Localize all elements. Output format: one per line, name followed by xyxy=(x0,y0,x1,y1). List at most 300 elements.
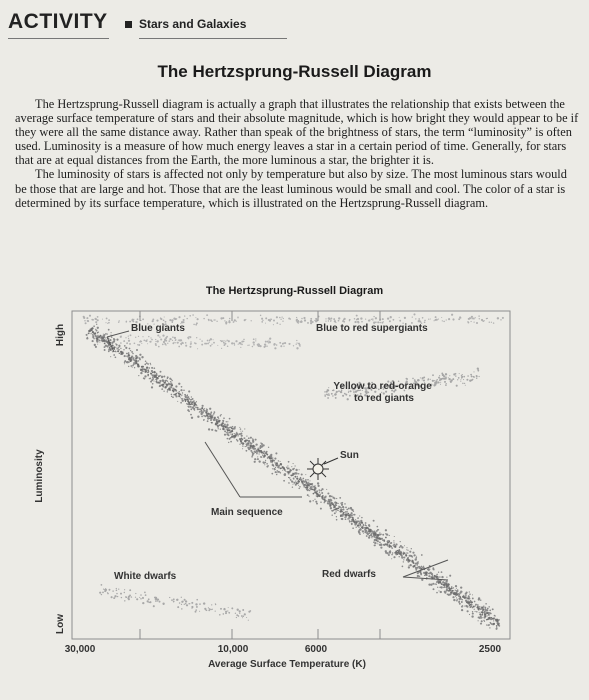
star-dot xyxy=(444,378,446,380)
star-dot xyxy=(209,608,211,610)
star-dot xyxy=(297,476,298,477)
star-dot xyxy=(156,376,157,377)
star-dot xyxy=(162,334,164,336)
star-dot xyxy=(169,389,171,391)
star-dot xyxy=(430,318,431,319)
star-dot xyxy=(236,439,238,441)
star-dot xyxy=(271,473,273,475)
star-dot xyxy=(191,396,192,397)
star-dot xyxy=(246,439,248,441)
star-dot xyxy=(420,377,421,378)
star-dot xyxy=(83,316,85,318)
star-dot xyxy=(167,384,168,385)
star-dot xyxy=(446,587,447,588)
star-dot xyxy=(373,542,374,543)
star-dot xyxy=(328,499,330,501)
star-dot xyxy=(496,625,497,626)
star-dot xyxy=(219,424,221,426)
x-tick-10000: 10,000 xyxy=(217,644,249,655)
star-dot xyxy=(377,543,378,544)
star-dot xyxy=(263,346,265,348)
star-dot xyxy=(132,319,134,321)
star-dot xyxy=(408,565,409,566)
star-dot xyxy=(355,526,356,527)
star-dot xyxy=(328,320,329,321)
star-dot xyxy=(163,391,164,392)
star-dot xyxy=(356,521,358,523)
star-dot xyxy=(280,319,281,320)
star-dot xyxy=(476,322,478,324)
star-dot xyxy=(411,556,413,558)
star-dot xyxy=(154,374,156,376)
star-dot xyxy=(118,321,119,322)
star-dot xyxy=(205,412,207,414)
star-dot xyxy=(280,468,282,470)
star-dot xyxy=(128,356,129,357)
star-dot xyxy=(171,599,173,601)
star-dot xyxy=(346,513,348,515)
star-dot xyxy=(181,398,183,400)
star-dot xyxy=(329,504,331,506)
star-dot xyxy=(261,451,263,453)
star-dot xyxy=(239,343,240,344)
star-dot xyxy=(456,593,458,595)
star-dot xyxy=(465,385,466,386)
star-dot xyxy=(292,481,293,482)
star-dot xyxy=(177,342,179,344)
star-dot xyxy=(352,518,354,520)
star-dot xyxy=(148,336,149,337)
star-dot xyxy=(239,613,240,614)
star-dot xyxy=(183,319,185,321)
star-dot xyxy=(127,597,129,599)
star-dot xyxy=(179,395,181,397)
star-dot xyxy=(296,482,298,484)
star-dot xyxy=(476,376,477,377)
star-dot xyxy=(242,446,243,447)
star-dot xyxy=(458,318,460,320)
star-dot xyxy=(153,605,155,607)
star-dot xyxy=(365,522,367,524)
star-dot xyxy=(313,488,315,490)
star-dot xyxy=(349,521,351,523)
star-dot xyxy=(311,486,313,488)
star-dot xyxy=(184,604,185,605)
star-dot xyxy=(376,540,377,541)
star-dot xyxy=(158,599,159,600)
star-dot xyxy=(276,465,277,466)
star-dot xyxy=(343,318,345,320)
star-dot xyxy=(480,623,482,625)
star-dot xyxy=(143,378,145,380)
star-dot xyxy=(195,609,197,611)
star-dot xyxy=(489,627,490,628)
star-dot xyxy=(260,315,261,316)
star-dot xyxy=(272,461,273,462)
star-dot xyxy=(169,383,171,385)
star-dot xyxy=(128,354,130,356)
star-dot xyxy=(441,586,442,587)
star-dot xyxy=(276,474,278,476)
star-dot xyxy=(147,600,149,602)
star-dot xyxy=(242,341,244,343)
star-dot xyxy=(108,322,110,324)
star-dot xyxy=(199,603,201,605)
star-dot xyxy=(333,318,335,320)
star-dot xyxy=(237,435,238,436)
star-dot xyxy=(472,613,474,615)
star-dot xyxy=(472,379,473,380)
star-dot xyxy=(283,467,285,469)
star-dot xyxy=(237,317,238,318)
star-dot xyxy=(408,557,409,558)
star-dot xyxy=(176,393,177,394)
star-dot xyxy=(265,460,266,461)
star-dot xyxy=(466,379,468,381)
star-dot xyxy=(134,342,136,344)
star-dot xyxy=(272,457,273,458)
star-dot xyxy=(196,606,198,608)
star-dot xyxy=(477,370,479,372)
star-dot xyxy=(151,339,153,341)
star-dot xyxy=(236,614,238,616)
star-dot xyxy=(208,610,210,612)
star-dot xyxy=(139,597,140,598)
star-dot xyxy=(363,533,364,534)
star-dot xyxy=(187,404,188,405)
star-dot xyxy=(368,320,370,322)
star-dot xyxy=(242,617,243,618)
star-dot xyxy=(439,586,441,588)
star-dot xyxy=(229,438,231,440)
star-dot xyxy=(241,435,243,437)
star-dot xyxy=(284,469,286,471)
star-dot xyxy=(430,379,431,380)
star-dot xyxy=(345,511,347,513)
star-dot xyxy=(417,575,419,577)
star-dot xyxy=(92,334,93,335)
star-dot xyxy=(413,313,415,315)
star-dot xyxy=(283,346,284,347)
star-dot xyxy=(152,320,154,322)
star-dot xyxy=(380,547,382,549)
star-dot xyxy=(285,471,286,472)
star-dot xyxy=(156,381,157,382)
star-dot xyxy=(244,437,245,438)
star-dot xyxy=(109,347,110,348)
star-dot xyxy=(385,550,387,552)
star-dot xyxy=(167,378,169,380)
star-dot xyxy=(105,333,106,334)
star-dot xyxy=(317,482,319,484)
star-dot xyxy=(353,511,354,512)
star-dot xyxy=(493,322,494,323)
star-dot xyxy=(142,366,144,368)
star-dot xyxy=(206,314,208,316)
star-dot xyxy=(260,456,262,458)
star-dot xyxy=(182,343,183,344)
star-dot xyxy=(189,315,191,317)
star-dot xyxy=(372,536,373,537)
star-dot xyxy=(442,320,443,321)
star-dot xyxy=(104,349,106,351)
star-dot xyxy=(288,482,290,484)
star-dot xyxy=(415,318,416,319)
star-dot xyxy=(354,318,356,320)
star-dot xyxy=(486,612,488,614)
star-dot xyxy=(489,322,490,323)
star-dot xyxy=(389,545,391,547)
star-dot xyxy=(116,588,117,589)
star-dot xyxy=(126,321,128,323)
star-dot xyxy=(457,379,458,380)
star-dot xyxy=(207,343,209,345)
star-dot xyxy=(213,342,215,344)
star-dot xyxy=(155,341,156,342)
star-dot xyxy=(196,337,197,338)
star-dot xyxy=(451,314,453,316)
star-dot xyxy=(479,318,480,319)
star-dot xyxy=(292,487,293,488)
star-dot xyxy=(441,571,443,573)
star-dot xyxy=(413,562,415,564)
star-dot xyxy=(227,438,229,440)
star-dot xyxy=(189,404,191,406)
star-dot xyxy=(489,617,491,619)
star-dot xyxy=(120,348,121,349)
star-dot xyxy=(399,556,400,557)
star-dot xyxy=(109,339,111,341)
star-dot xyxy=(149,601,151,603)
star-dot xyxy=(460,598,462,600)
x-axis-label: Average Surface Temperature (K) xyxy=(208,659,366,670)
star-dot xyxy=(456,588,457,589)
star-dot xyxy=(116,590,118,592)
star-dot xyxy=(134,367,135,368)
star-dot xyxy=(159,380,161,382)
star-dot xyxy=(391,542,392,543)
star-dot xyxy=(293,345,294,346)
star-dot xyxy=(135,337,136,338)
star-dot xyxy=(360,317,362,319)
star-dot xyxy=(158,346,160,348)
star-dot xyxy=(347,398,349,400)
star-dot xyxy=(451,379,453,381)
star-dot xyxy=(323,498,325,500)
star-dot xyxy=(415,557,417,559)
star-dot xyxy=(490,622,491,623)
star-dot xyxy=(139,354,141,356)
star-dot xyxy=(130,334,132,336)
star-dot xyxy=(278,467,279,468)
star-dot xyxy=(171,394,173,396)
star-dot xyxy=(213,339,214,340)
star-dot xyxy=(434,320,435,321)
star-dot xyxy=(111,332,112,333)
star-dot xyxy=(348,515,350,517)
star-dot xyxy=(460,381,461,382)
star-dot xyxy=(273,465,274,466)
star-dot xyxy=(486,619,487,620)
star-dot xyxy=(188,402,190,404)
star-dot xyxy=(118,348,119,349)
star-dot xyxy=(169,319,171,321)
y-tick-high: High xyxy=(55,323,66,347)
star-dot xyxy=(445,373,447,375)
star-dot xyxy=(105,322,106,323)
star-dot xyxy=(223,342,225,344)
star-dot xyxy=(332,395,333,396)
star-dot xyxy=(220,340,221,341)
star-dot xyxy=(296,478,298,480)
star-dot xyxy=(161,384,163,386)
star-dot xyxy=(415,563,417,565)
star-dot xyxy=(460,317,462,319)
star-dot xyxy=(110,356,111,357)
star-dot xyxy=(330,320,332,322)
star-dot xyxy=(253,341,255,343)
star-dot xyxy=(96,330,98,332)
star-dot xyxy=(157,334,159,336)
star-dot xyxy=(298,485,299,486)
star-dot xyxy=(119,353,120,354)
star-dot xyxy=(338,510,339,511)
star-dot xyxy=(326,394,328,396)
star-dot xyxy=(279,342,281,344)
star-dot xyxy=(472,607,473,608)
star-dot xyxy=(330,507,332,509)
star-dot xyxy=(296,342,297,343)
star-dot xyxy=(491,617,492,618)
star-dot xyxy=(152,319,154,321)
star-dot xyxy=(188,603,189,604)
star-dot xyxy=(362,530,364,532)
star-dot xyxy=(368,536,370,538)
star-dot xyxy=(470,321,471,322)
star-dot xyxy=(394,536,395,537)
star-dot xyxy=(382,318,384,320)
star-dot xyxy=(318,495,320,497)
star-dot xyxy=(169,338,171,340)
star-dot xyxy=(499,619,500,620)
star-dot xyxy=(324,395,326,397)
star-dot xyxy=(190,399,192,401)
star-dot xyxy=(273,468,275,470)
star-dot xyxy=(145,594,147,596)
star-dot xyxy=(272,468,273,469)
star-dot xyxy=(482,320,484,322)
star-dot xyxy=(206,343,208,345)
star-dot xyxy=(462,383,463,384)
star-dot xyxy=(171,383,173,385)
star-dot xyxy=(203,603,204,604)
star-dot xyxy=(399,553,401,555)
star-dot xyxy=(349,320,350,321)
star-dot xyxy=(422,567,423,568)
star-dot xyxy=(307,479,309,481)
star-dot xyxy=(266,345,268,347)
star-dot xyxy=(129,348,131,350)
star-dot xyxy=(329,495,331,497)
star-dot xyxy=(280,463,282,465)
star-dot xyxy=(336,519,338,521)
star-dot xyxy=(94,344,96,346)
label-giants-line: Yellow to red-orange xyxy=(333,381,432,392)
star-dot xyxy=(180,343,182,345)
star-dot xyxy=(345,518,347,520)
star-dot xyxy=(150,341,152,343)
star-dot xyxy=(409,551,411,553)
star-dot xyxy=(201,416,203,418)
star-dot xyxy=(342,511,343,512)
star-dot xyxy=(361,526,363,528)
star-dot xyxy=(94,332,96,334)
label-giants-line-2: to red giants xyxy=(353,393,415,404)
star-dot xyxy=(467,610,469,612)
star-dot xyxy=(389,320,391,322)
star-dot xyxy=(440,384,441,385)
star-dot xyxy=(126,348,127,349)
star-dot xyxy=(456,597,457,598)
star-dot xyxy=(162,381,163,382)
star-dot xyxy=(479,613,481,615)
star-dot xyxy=(301,318,303,320)
star-dot xyxy=(255,338,256,339)
star-dot xyxy=(394,542,395,543)
star-dot xyxy=(142,602,144,604)
star-dot xyxy=(502,317,504,319)
star-dot xyxy=(331,503,332,504)
star-dot xyxy=(215,319,216,320)
star-dot xyxy=(150,364,151,365)
star-dot xyxy=(452,378,454,380)
label-white-dwarfs: White dwarfs xyxy=(114,571,177,582)
star-dot xyxy=(111,341,113,343)
star-dot xyxy=(188,398,189,399)
star-dot xyxy=(205,609,206,610)
star-dot xyxy=(482,612,484,614)
star-dot xyxy=(393,319,395,321)
star-dot xyxy=(143,339,145,341)
star-dot xyxy=(137,344,138,345)
star-dot xyxy=(229,318,231,320)
star-dot xyxy=(376,530,378,532)
star-dot xyxy=(210,414,211,415)
star-dot xyxy=(176,599,178,601)
star-dot xyxy=(433,588,435,590)
star-dot xyxy=(276,322,278,324)
star-dot xyxy=(192,314,194,316)
star-dot xyxy=(224,423,226,425)
star-dot xyxy=(189,346,191,348)
star-dot xyxy=(358,527,359,528)
star-dot xyxy=(210,416,212,418)
star-dot xyxy=(263,451,265,453)
star-dot xyxy=(152,378,154,380)
star-dot xyxy=(252,454,254,456)
star-dot xyxy=(485,609,487,611)
star-dot xyxy=(264,455,266,457)
star-dot xyxy=(358,530,359,531)
star-dot xyxy=(379,532,380,533)
star-dot xyxy=(185,397,187,399)
star-dot xyxy=(116,351,117,352)
star-dot xyxy=(398,551,399,552)
star-dot xyxy=(101,584,103,586)
star-dot xyxy=(142,336,143,337)
star-dot xyxy=(497,317,499,319)
star-dot xyxy=(178,392,180,394)
